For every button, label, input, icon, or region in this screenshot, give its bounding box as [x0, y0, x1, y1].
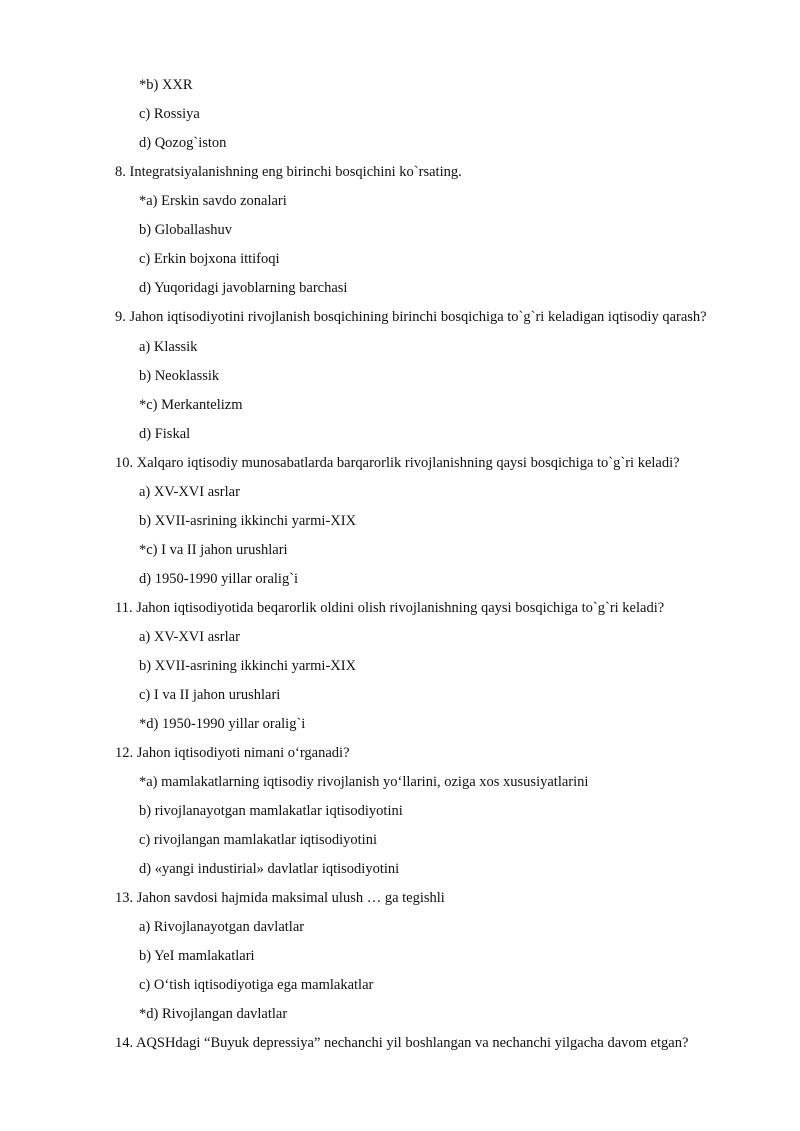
answer-option: b) XVII-asrining ikkinchi yarmi-XIX: [139, 513, 357, 529]
answer-option: d) Qozog`iston: [139, 135, 227, 151]
answer-option: *b) XXR: [139, 77, 193, 93]
answer-option: *c) Merkantelizm: [139, 397, 243, 413]
answer-option: d) 1950-1990 yillar oralig`i: [139, 571, 299, 587]
answer-option: *d) Rivojlangan davlatlar: [139, 1006, 288, 1022]
question-text: 10. Xalqaro iqtisodiy munosabatlarda barqarorlik rivojlanishning qaysi bosqichiga to`g`ri keladi?: [115, 455, 680, 471]
answer-option: d) «yangi industirial» davlatlar iqtisodiyotini: [139, 861, 400, 877]
answer-option: *a) Erskin savdo zonalari: [139, 193, 287, 209]
answer-option: c) Erkin bojxona ittifoqi: [139, 251, 280, 267]
answer-option: a) XV-XVI asrlar: [139, 629, 240, 645]
answer-option: b) Globallashuv: [139, 222, 233, 238]
question-text: 11. Jahon iqtisodiyotida beqarorlik oldini olish rivojlanishning qaysi bosqichiga to`g`ri keladi?: [115, 600, 665, 616]
answer-option: a) Rivojlanayotgan davlatlar: [139, 919, 305, 935]
answer-option: b) Neoklassik: [139, 368, 220, 384]
answer-option: c) I va II jahon urushlari: [139, 687, 281, 703]
question-text: 8. Integratsiyalanishning eng birinchi bosqichini ko`rsating.: [115, 164, 462, 180]
answer-option: d) Yuqoridagi javoblarning barchasi: [139, 280, 348, 296]
question-text: 12. Jahon iqtisodiyoti nimani o‘rganadi?: [115, 745, 350, 761]
answer-option: b) XVII-asrining ikkinchi yarmi-XIX: [139, 658, 357, 674]
answer-option: c) Rossiya: [139, 106, 200, 122]
answer-option: *d) 1950-1990 yillar oralig`i: [139, 716, 306, 732]
question-text: 13. Jahon savdosi hajmida maksimal ulush … ga tegishli: [115, 890, 445, 906]
answer-option: c) O‘tish iqtisodiyotiga ega mamlakatlar: [139, 977, 374, 993]
answer-option: *c) I va II jahon urushlari: [139, 542, 288, 558]
answer-option: c) rivojlangan mamlakatlar iqtisodiyotini: [139, 832, 377, 848]
question-text: 9. Jahon iqtisodiyotini rivojlanish bosqichining birinchi bosqichiga to`g`ri keladigan iqtisodiy qarash?: [115, 309, 707, 325]
answer-option: a) XV-XVI asrlar: [139, 484, 240, 500]
answer-option: b) YeI mamlakatlari: [139, 948, 255, 964]
answer-option: b) rivojlanayotgan mamlakatlar iqtisodiyotini: [139, 803, 403, 819]
answer-option: d) Fiskal: [139, 426, 191, 442]
answer-option: a) Klassik: [139, 339, 198, 355]
question-text: 14. AQSHdagi “Buyuk depressiya” nechanchi yil boshlangan va nechanchi yilgacha davom etgan?: [115, 1035, 689, 1051]
answer-option: *a) mamlakatlarning iqtisodiy rivojlanish yo‘llarini, oziga xos xususiyatlarini: [139, 774, 589, 790]
